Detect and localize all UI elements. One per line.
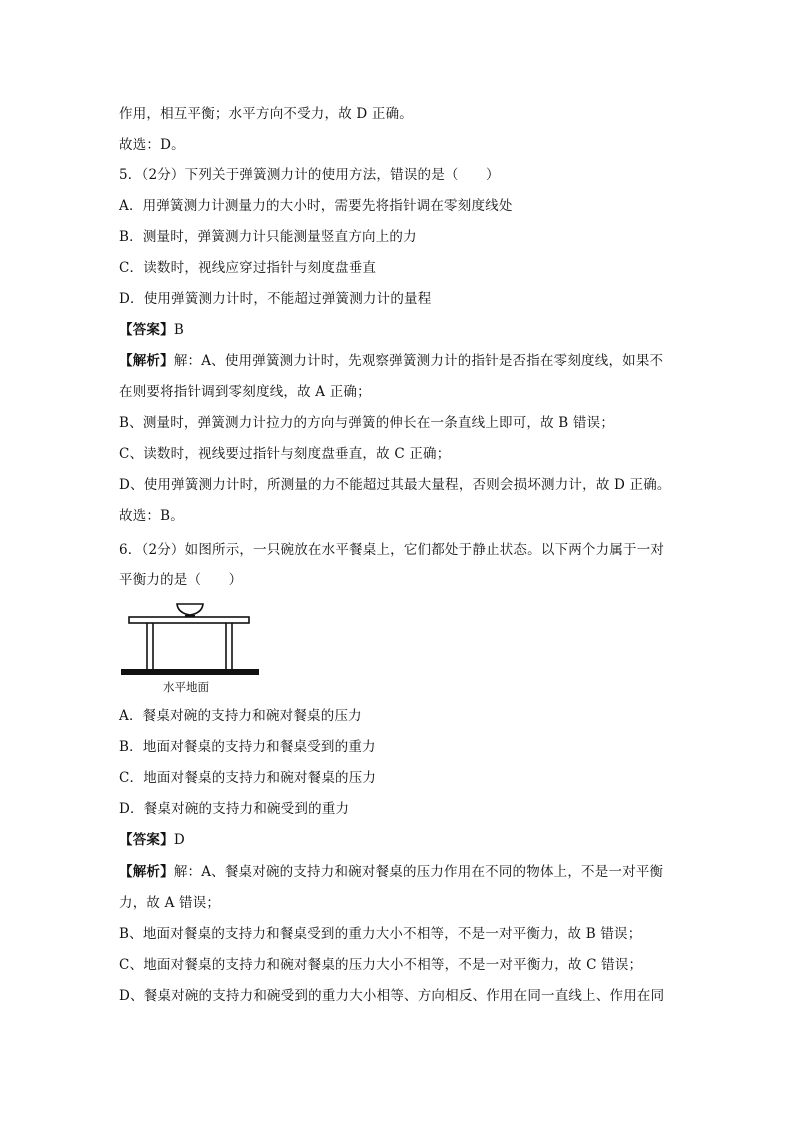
figure-caption: 水平地面 [163,680,209,694]
text-line: 故选：B。 [119,508,184,524]
text-line: 力，故 A 错误； [119,895,221,911]
question-6-option-a: A．餐桌对碗的支持力和碗对餐桌的压力 [119,708,362,724]
question-6-analysis: 【解析】解：A、餐桌对碗的支持力和碗对餐桌的压力作用在不同的物体上，不是一对平衡 [119,864,664,880]
question-6-option-d: D．餐桌对碗的支持力和碗受到的重力 [119,801,350,817]
section-tag: 【解析】 [119,353,174,369]
question-6-option-b: B．地面对餐桌的支持力和餐桌受到的重力 [119,739,376,755]
question-5-option-d: D．使用弹簧测力计时，不能超过弹簧测力计的量程 [119,291,432,307]
question-6-answer: 【答案】D [119,832,185,848]
question-5-option-c: C．读数时，视线应穿过指针与刻度盘垂直 [119,260,377,276]
question-6-stem: 6．（2分）如图所示，一只碗放在水平餐桌上，它们都处于静止状态。以下两个力属于一对 [119,542,665,558]
text-line: 平衡力的是（ ） [119,572,243,588]
question-5-option-a: A．用弹簧测力计测量力的大小时，需要先将指针调在零刻度线处 [119,198,513,214]
section-tag: 【答案】 [119,322,174,338]
question-5-answer: 【答案】B [119,322,184,338]
question-5-analysis: 【解析】解：A、使用弹簧测力计时，先观察弹簧测力计的指针是否指在零刻度线，如果不 [119,353,664,369]
text-line: D、餐桌对碗的支持力和碗受到的重力大小相等、方向相反、作用在同一直线上、作用在同 [119,988,665,1004]
question-5-option-b: B．测量时，弹簧测力计只能测量竖直方向上的力 [119,229,417,245]
text-line: 作用，相互平衡；水平方向不受力，故 D 正确。 [119,106,414,122]
text-line: D、使用弹簧测力计时，所测量的力不能超过其最大量程，否则会损坏测力计，故 D 正确。 [119,477,671,493]
section-tag: 【答案】 [119,832,174,848]
ground-surface [121,669,259,675]
text-line: C、读数时，视线要过指针与刻度盘垂直，故 C 正确； [119,446,451,462]
section-tag: 【解析】 [119,864,174,880]
text-line: 故选：D。 [119,137,185,153]
question-6-option-c: C．地面对餐桌的支持力和碗对餐桌的压力 [119,770,377,786]
text-line: 在则要将指针调到零刻度线，故 A 正确； [119,384,371,400]
text-line: B、地面对餐桌的支持力和餐桌受到的重力大小不相等，不是一对平衡力，故 B 错误； [119,926,642,942]
table-top [129,617,249,623]
question-5-stem: 5．（2分）下列关于弹簧测力计的使用方法，错误的是（ ） [119,167,500,183]
text-line: B、测量时，弹簧测力计拉力的方向与弹簧的伸长在一条直线上即可，故 B 错误； [119,415,615,431]
bowl-icon [177,604,203,615]
text-line: C、地面对餐桌的支持力和碗对餐桌的压力大小不相等，不是一对平衡力，故 C 错误； [119,957,643,973]
